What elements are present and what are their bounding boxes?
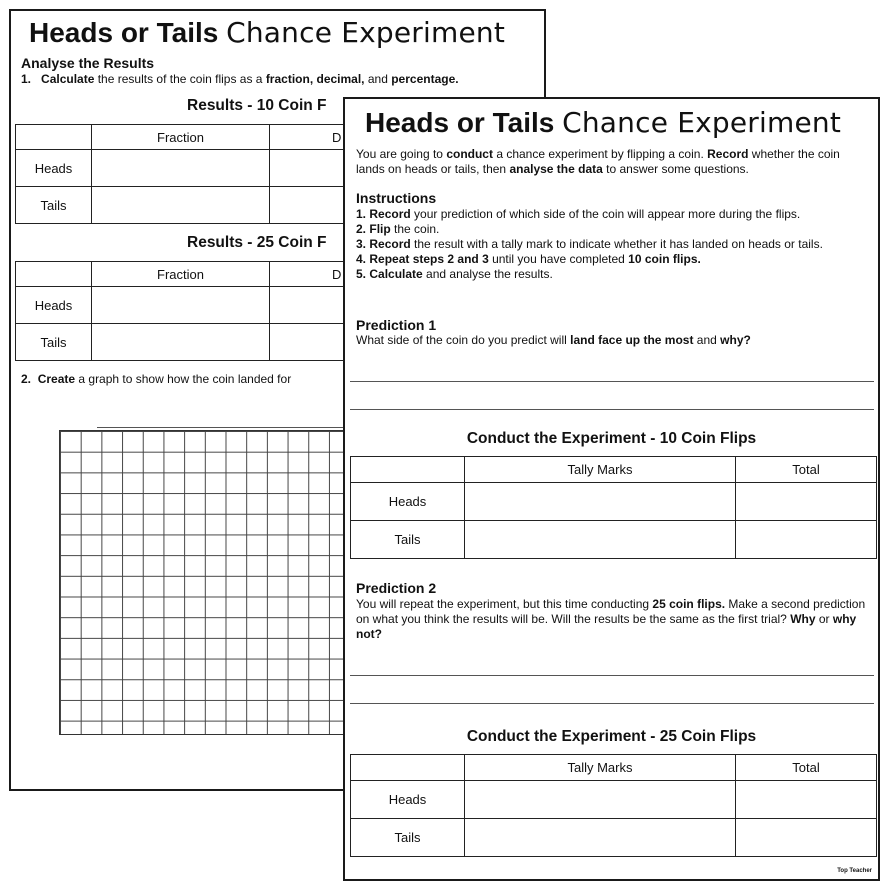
title-bold-part: Heads or Tails xyxy=(29,17,219,48)
column-header-tally: Tally Marks xyxy=(465,755,736,781)
column-header-fraction: Fraction xyxy=(92,125,270,150)
row-label-heads: Heads xyxy=(351,781,465,819)
row-label-tails: Tails xyxy=(351,819,465,857)
list-item: 5. Calculate and analyse the results. xyxy=(356,267,553,281)
prediction-1-answer-line[interactable] xyxy=(350,381,874,382)
experiment-10-table xyxy=(350,456,877,559)
column-header-decimal: D xyxy=(270,262,547,287)
list-item: 1. Record your prediction of which side of the coin will appear more during the flips. xyxy=(356,207,801,221)
column-header-tally: Tally Marks xyxy=(465,457,736,483)
prediction-2-answer-line[interactable] xyxy=(350,675,874,676)
back-page-title xyxy=(29,17,505,49)
results-25-title: Results - 25 Coin F xyxy=(187,234,327,251)
list-item: 3. Record the result with a tally mark to indicate whether it has landed on heads or tails. xyxy=(356,237,823,251)
total-cell[interactable] xyxy=(736,819,877,857)
row-label-tails: Tails xyxy=(16,187,92,224)
graph-grid[interactable] xyxy=(59,430,349,735)
experiment-25-title: Conduct the Experiment - 25 Coin Flips xyxy=(466,728,757,745)
prediction-1-answer-line[interactable] xyxy=(350,409,874,410)
question-1: 1. Calculate the results of the coin flips as a fraction, decimal, and percentage. xyxy=(21,72,459,86)
instructions-list xyxy=(356,207,868,282)
total-cell[interactable] xyxy=(736,521,877,559)
question-2: 2. Create a graph to show how the coin landed for xyxy=(21,372,292,386)
column-header-decimal: D xyxy=(270,125,547,150)
table-row xyxy=(351,781,877,819)
list-item: 2. Flip the coin. xyxy=(356,222,440,236)
answer-cell[interactable] xyxy=(92,150,270,187)
prediction-1-heading: Prediction 1 xyxy=(356,317,437,333)
title-regular-part: Chance Experiment xyxy=(226,16,506,49)
front-page-title xyxy=(365,107,841,139)
table-row xyxy=(351,483,877,521)
total-cell[interactable] xyxy=(736,483,877,521)
answer-cell[interactable] xyxy=(92,187,270,224)
tally-cell[interactable] xyxy=(465,781,736,819)
column-header-total: Total xyxy=(736,457,877,483)
prediction-2-answer-line[interactable] xyxy=(350,703,874,704)
instructions-heading: Instructions xyxy=(356,190,437,206)
answer-cell[interactable] xyxy=(92,287,270,324)
front-worksheet-page xyxy=(343,97,880,881)
answer-cell[interactable] xyxy=(92,324,270,361)
intro-paragraph: You are going to conduct a chance experiment by flipping a coin. Record whether the coin lands on heads or tails, then analyse the data to answer some questions. xyxy=(356,147,840,176)
column-header-fraction: Fraction xyxy=(92,262,270,287)
table-row xyxy=(351,521,877,559)
results-10-title: Results - 10 Coin F xyxy=(187,97,327,114)
graph-title-line[interactable] xyxy=(97,427,357,428)
prediction-2-question: You will repeat the experiment, but this time conducting 25 coin flips. Make a second prediction on what you think the results will be. Will the results be the same as the first trial? Why or why not? xyxy=(356,597,866,641)
table-row xyxy=(351,457,877,483)
tally-cell[interactable] xyxy=(465,521,736,559)
list-item: 4. Repeat steps 2 and 3 until you have completed 10 coin flips. xyxy=(356,252,701,266)
total-cell[interactable] xyxy=(736,781,877,819)
title-bold-part: Heads or Tails xyxy=(365,107,555,138)
row-label-heads: Heads xyxy=(351,483,465,521)
table-row xyxy=(351,819,877,857)
row-label-heads: Heads xyxy=(16,287,92,324)
prediction-1-question: What side of the coin do you predict will land face up the most and why? xyxy=(356,333,751,347)
analyse-results-heading: Analyse the Results xyxy=(21,55,155,71)
column-header-total: Total xyxy=(736,755,877,781)
experiment-10-title: Conduct the Experiment - 10 Coin Flips xyxy=(466,430,757,447)
prediction-2-heading: Prediction 2 xyxy=(356,580,437,596)
row-label-heads: Heads xyxy=(16,150,92,187)
tally-cell[interactable] xyxy=(465,483,736,521)
row-label-tails: Tails xyxy=(16,324,92,361)
tally-cell[interactable] xyxy=(465,819,736,857)
brand-logo-text: Top Teacher xyxy=(837,868,872,874)
title-regular-part: Chance Experiment xyxy=(562,106,842,139)
row-label-tails: Tails xyxy=(351,521,465,559)
table-row xyxy=(351,755,877,781)
experiment-25-table xyxy=(350,754,877,857)
